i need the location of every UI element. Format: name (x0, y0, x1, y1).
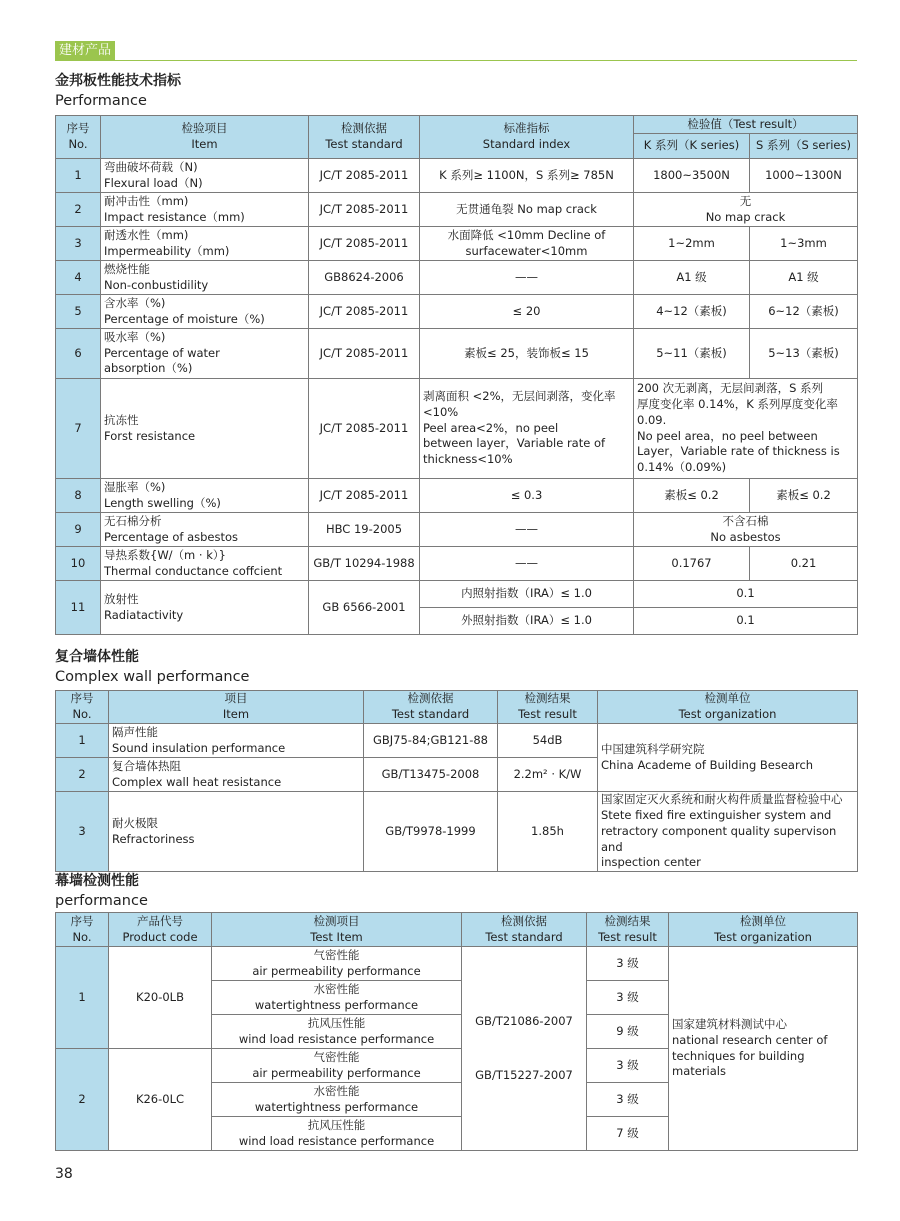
section1-title: 金邦板性能技术指标 (55, 73, 181, 89)
table-row: 10 导热系数{W/（m · k）} Thermal conductance coffcient GB/T 10294-1988 —— 0.1767 0.21 (56, 547, 858, 581)
header-rule (55, 60, 857, 61)
section2-title: 复合墙体性能 (55, 649, 139, 665)
table-row: 外照射指数（IRA）≤ 1.0 0.1 (56, 608, 858, 635)
col-organization: 检测单位 Test organization (598, 691, 858, 724)
table-row: 抗风压性能 wind load resistance performance 7 级 (56, 1117, 858, 1151)
col-result: 检验值（Test result） (634, 116, 858, 134)
section3-title: 幕墙检测性能 (55, 873, 139, 889)
col-standard: 检测依据 Test standard (309, 116, 420, 159)
table-row: 7 抗冻性 Forst resistance JC/T 2085-2011 剥离面积 <2%，无层间剥落，变化率 <10% Peel area<2%，no peel between layer，Variable rate of thickness<10% 200 次无剥离，无层间剥落，S 系列 厚度变化率 0.14%，K 系列厚度变化率 0.09. No peel area，no peel between Layer，Variable rate of thickness is 0.14%（0.09%) (56, 379, 858, 479)
performance-table (55, 115, 858, 635)
col-s-series: S 系列（S series) (750, 134, 858, 159)
table-row: 1 隔声性能 Sound insulation performance GBJ75-84;GB121-88 54dB 中国建筑科学研究院 China Academe of Building Besearch (56, 724, 858, 758)
complex-wall-table (55, 690, 858, 872)
table-row: 抗风压性能 wind load resistance performance 9 级 (56, 1015, 858, 1049)
col-index: 标准指标 Standard index (420, 116, 634, 159)
category-tag: 建材产品 (55, 41, 115, 60)
table-row: 4 燃烧性能 Non-conbustidility GB8624-2006 —— A1 级 A1 级 (56, 261, 858, 295)
table-row: 3 耐透水性（mm) Impermeability（mm) JC/T 2085-2011 水面降低 <10mm Decline of surfacewater<10mm 1~2mm 1~3mm (56, 227, 858, 261)
section1-subtitle: Performance (55, 93, 147, 109)
table-row: 8 湿胀率（%) Length swelling（%) JC/T 2085-2011 ≤ 0.3 素板≤ 0.2 素板≤ 0.2 (56, 479, 858, 513)
col-test-item: 检测项目 Test Item (212, 913, 462, 947)
col-product-code: 产品代号 Product code (109, 913, 212, 947)
table-row: 水密性能 watertightness performance 3 级 (56, 981, 858, 1015)
table-row: 5 含水率（%) Percentage of moisture（%) JC/T 2085-2011 ≤ 20 4~12（素板) 6~12（素板) (56, 295, 858, 329)
table-row: 3 耐火极限 Refractoriness GB/T9978-1999 1.85h 国家固定灭火系统和耐火构件质量监督检验中心 Stete fixed fire extinguisher system and retractory component quality supervison and inspection center (56, 792, 858, 872)
col-k-series: K 系列（K series) (634, 134, 750, 159)
col-standard: 检测依据 Test standard (364, 691, 498, 724)
col-no: 序号 No. (56, 116, 101, 159)
table-row: 11 放射性 Radiatactivity GB 6566-2001 内照射指数（IRA）≤ 1.0 0.1 (56, 581, 858, 608)
section3-subtitle: performance (55, 893, 148, 909)
col-result: 检测结果 Test result (587, 913, 669, 947)
col-organization: 检测单位 Test organization (669, 913, 858, 947)
col-no: 序号 No. (56, 913, 109, 947)
table-row: 1 弯曲破坏荷载（N) Flexural load（N) JC/T 2085-2011 K 系列≥ 1100N，S 系列≥ 785N 1800~3500N 1000~1300N (56, 159, 858, 193)
table-row: 2 K26-0LC 气密性能 air permeability performance 3 级 (56, 1049, 858, 1083)
table-row: 9 无石棉分析 Percentage of asbestos HBC 19-2005 —— 不含石棉 No asbestos (56, 513, 858, 547)
curtain-wall-table (55, 912, 858, 1151)
section2-subtitle: Complex wall performance (55, 669, 250, 685)
table-row: 6 吸水率（%) Percentage of water absorption（%) JC/T 2085-2011 素板≤ 25，装饰板≤ 15 5~11（素板) 5~13（素板) (56, 329, 858, 379)
table-row: 2 耐冲击性（mm) Impact resistance（mm) JC/T 2085-2011 无贯通龟裂 No map crack 无 No map crack (56, 193, 858, 227)
col-item: 检验项目 Item (101, 116, 309, 159)
page-number: 38 (55, 1166, 73, 1182)
col-standard: 检测依据 Test standard (462, 913, 587, 947)
table-row: 1 K20-0LB 气密性能 air permeability performance GB/T21086-2007 GB/T15227-2007 3 级 国家建筑材料测试中心 national research center of techniques for building materials (56, 947, 858, 981)
table-row: 水密性能 watertightness performance 3 级 (56, 1083, 858, 1117)
table-row: 2 复合墙体热阻 Complex wall heat resistance GB/T13475-2008 2.2m² · K/W (56, 758, 858, 792)
col-no: 序号 No. (56, 691, 109, 724)
col-item: 项目 Item (109, 691, 364, 724)
col-result: 检测结果 Test result (498, 691, 598, 724)
